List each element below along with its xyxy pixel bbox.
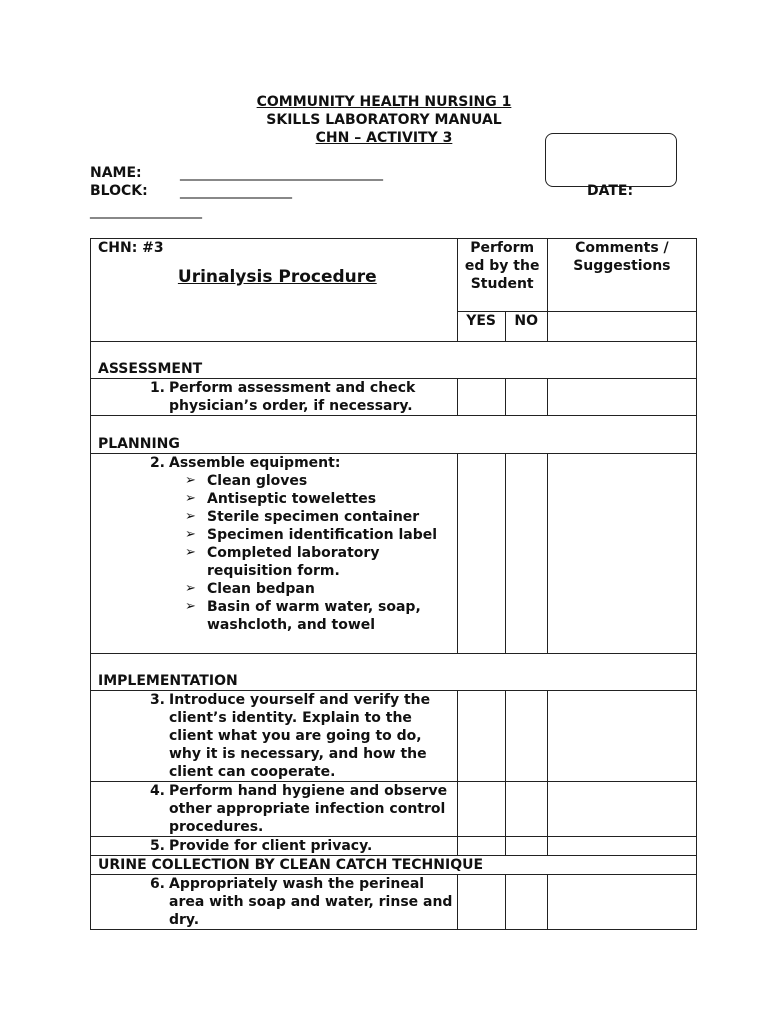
equipment-text: Clean gloves <box>207 473 308 489</box>
equipment-item <box>91 526 457 544</box>
section-row-assessment <box>91 342 697 379</box>
table-header-row <box>91 239 697 312</box>
step-text: Appropriately wash the perineal area with soap and water, rinse and dry. <box>169 876 453 928</box>
step-text: Introduce yourself and verify the client’s identity. Explain to the client what you are going to do, why it is necessary, and how the client can cooperate. <box>169 692 431 780</box>
table-row <box>91 782 697 837</box>
yes-header: YES <box>457 312 505 342</box>
equipment-item <box>91 490 457 508</box>
yes-checkbox-cell[interactable] <box>457 691 505 782</box>
yes-checkbox-cell[interactable] <box>457 379 505 416</box>
section-urine-collection: URINE COLLECTION BY CLEAN CATCH TECHNIQUE <box>91 856 697 875</box>
arrowhead-bullet-icon: ➢ <box>185 545 196 560</box>
arrowhead-bullet-icon: ➢ <box>185 473 196 488</box>
step-text: Assemble equipment: <box>169 455 341 471</box>
no-checkbox-cell[interactable] <box>505 782 547 837</box>
arrowhead-bullet-icon: ➢ <box>185 509 196 524</box>
header-activity-title: CHN – ACTIVITY 3 <box>315 130 453 146</box>
arrowhead-bullet-icon: ➢ <box>185 491 196 506</box>
date-field[interactable]: ________________ <box>90 203 202 219</box>
name-field[interactable]: _____________________________ <box>180 165 383 181</box>
yes-checkbox-cell[interactable] <box>457 875 505 930</box>
table-row <box>91 454 697 654</box>
step-cell <box>91 379 458 416</box>
section-row-implementation <box>91 654 697 691</box>
step-number: 6. <box>149 876 165 892</box>
arrowhead-bullet-icon: ➢ <box>185 599 196 614</box>
step-number: 4. <box>149 783 165 799</box>
header-manual-title: SKILLS LABORATORY MANUAL <box>266 112 502 128</box>
performed-header: Perform ed by the Student <box>457 239 547 312</box>
no-checkbox-cell[interactable] <box>505 875 547 930</box>
procedure-header-cell <box>91 239 458 342</box>
equipment-text: Antiseptic towelettes <box>207 491 377 507</box>
no-checkbox-cell[interactable] <box>505 691 547 782</box>
date-label: DATE: <box>587 183 634 199</box>
comments-cell[interactable] <box>547 454 696 654</box>
table-row <box>91 379 697 416</box>
step-number: 5. <box>149 838 165 854</box>
step-cell <box>91 782 458 837</box>
comments-header: Comments / Suggestions <box>547 239 696 312</box>
comments-cell[interactable] <box>547 379 696 416</box>
equipment-text: Sterile specimen container <box>207 509 420 525</box>
equipment-item <box>91 580 457 598</box>
step-cell <box>91 875 458 930</box>
comments-cell[interactable] <box>547 875 696 930</box>
checklist-table <box>90 238 697 930</box>
equipment-item <box>91 472 457 490</box>
equipment-text: Completed laboratory requisition form. <box>207 545 380 579</box>
step-number: 2. <box>149 455 165 471</box>
equipment-text: Clean bedpan <box>207 581 315 597</box>
comments-header-blank <box>547 312 696 342</box>
no-checkbox-cell[interactable] <box>505 454 547 654</box>
table-row <box>91 875 697 930</box>
block-field[interactable]: ________________ <box>180 183 292 199</box>
equipment-text: Specimen identification label <box>207 527 438 543</box>
arrowhead-bullet-icon: ➢ <box>185 527 196 542</box>
comments-cell[interactable] <box>547 837 696 856</box>
step-text: Provide for client privacy. <box>169 838 373 854</box>
name-label: NAME: <box>90 165 142 181</box>
section-implementation: IMPLEMENTATION <box>91 654 697 691</box>
step-number: 3. <box>149 692 165 708</box>
equipment-text: Basin of warm water, soap, washcloth, and towel <box>207 599 421 633</box>
comments-cell[interactable] <box>547 782 696 837</box>
equipment-item <box>91 544 457 580</box>
yes-checkbox-cell[interactable] <box>457 837 505 856</box>
step-cell <box>91 454 458 654</box>
no-checkbox-cell[interactable] <box>505 379 547 416</box>
arrowhead-bullet-icon: ➢ <box>185 581 196 596</box>
section-assessment: ASSESSMENT <box>91 342 697 379</box>
score-box[interactable] <box>545 133 677 187</box>
section-row-planning <box>91 416 697 454</box>
header-course-title: COMMUNITY HEALTH NURSING 1 <box>256 94 512 110</box>
step-number: 1. <box>149 380 165 396</box>
yes-checkbox-cell[interactable] <box>457 454 505 654</box>
no-header: NO <box>505 312 547 342</box>
equipment-item <box>91 508 457 526</box>
table-row <box>91 691 697 782</box>
step-cell <box>91 837 458 856</box>
yes-checkbox-cell[interactable] <box>457 782 505 837</box>
procedure-title: Urinalysis Procedure <box>177 267 377 287</box>
block-label: BLOCK: <box>90 183 148 199</box>
step-text: Perform hand hygiene and observe other appropriate infection control procedures. <box>169 783 448 835</box>
comments-cell[interactable] <box>547 691 696 782</box>
equipment-item <box>91 598 457 634</box>
table-row <box>91 837 697 856</box>
chn-label: CHN: #3 <box>98 240 164 256</box>
step-cell <box>91 691 458 782</box>
section-planning: PLANNING <box>91 416 697 454</box>
no-checkbox-cell[interactable] <box>505 837 547 856</box>
step-text: Perform assessment and check physician’s order, if necessary. <box>169 380 416 414</box>
section-row-urine-collection <box>91 856 697 875</box>
